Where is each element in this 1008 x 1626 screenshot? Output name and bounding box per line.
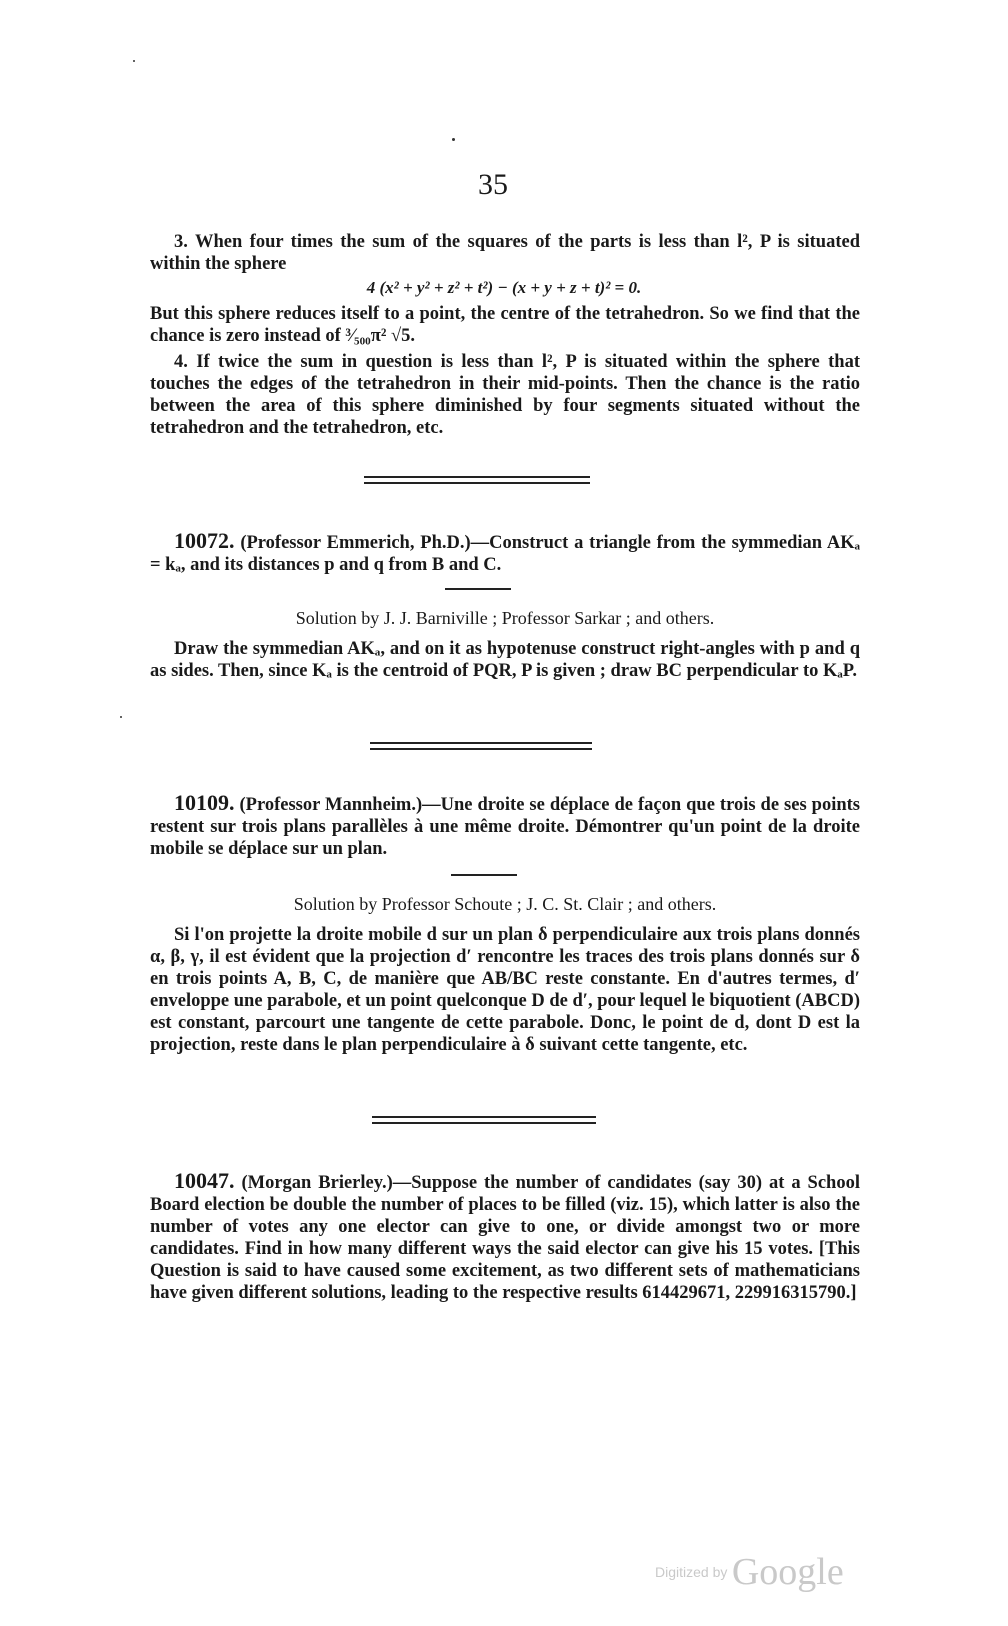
watermark-prefix: Digitized by xyxy=(655,1564,728,1580)
page-number: 35 xyxy=(478,168,508,201)
scan-dot xyxy=(120,716,122,718)
google-logo: Google xyxy=(731,1551,844,1593)
solution-credit: Solution by Professor Schoute ; J. C. St. Clair ; and others. xyxy=(293,894,717,914)
paragraph-3b: But this sphere reduces itself to a point, the centre of the tetrahedron. So we find that the chance is zero instead of ³⁄₅₀₀π² √5. xyxy=(150,304,860,346)
question-number: 10109. xyxy=(174,790,235,815)
solution-10109: Si l'on projette la droite mobile d sur un plan δ perpendiculaire aux trois plans donnés α, β, γ, il est évident que la projection d′ rencontre les traces des trois plans donnés sur δ en trois points A, B, C, de manière que AB/BC reste constante. En d'autres termes, d′ enveloppe une parabole, et un point quelconque D de d′, pour lequel le biquotient (ABCD) est constant, parcourt une tangente de cette parabole. Donc, le point de d, dont D est la projection, reste dans le plan perpendiculaire à δ suivant cette tangente, etc. xyxy=(150,925,861,1055)
scan-dot xyxy=(133,60,135,62)
solution-10072: Draw the symmedian AKₐ, and on it as hypotenuse construct right-angles with p and q as sides. Then, since Kₐ is the centroid of PQR, P is given ; draw BC perpendicular to KₐP. xyxy=(150,639,860,681)
question-text: (Professor Mannheim.)—Une droite se déplace de façon que trois de ses points restent sur trois plans parallèles à une même droite. Démontrer qu'un point de la droite mobile se déplace sur un plan. xyxy=(150,795,860,859)
question-number: 10072. xyxy=(174,528,235,553)
question-10047 xyxy=(150,1170,860,1304)
scan-dot xyxy=(452,138,455,141)
short-divider xyxy=(445,588,511,590)
solution-credit: Solution by J. J. Barniville ; Professor Sarkar ; and others. xyxy=(295,608,715,628)
section-divider xyxy=(370,742,592,750)
paragraph-4: 4. If twice the sum in question is less than l², P is situated within the sphere that touches the edges of the tetrahedron in their mid-points. Then the chance is the ratio between the area of this sphere diminished by four segments situated without the tetrahedron and the tetrahedron, etc. xyxy=(150,352,860,438)
question-number: 10047. xyxy=(174,1168,235,1193)
short-divider xyxy=(451,874,517,876)
section-divider xyxy=(364,476,590,484)
sphere-equation: 4 (x² + y² + z² + t²) − (x + y + z + t)² = 0. xyxy=(366,278,642,297)
question-10072 xyxy=(150,530,860,576)
digitized-by-google-watermark xyxy=(655,1550,844,1594)
paragraph-3: 3. When four times the sum of the squares of the parts is less than l², P is situated within the sphere xyxy=(150,232,860,274)
section-divider xyxy=(372,1116,596,1124)
question-10109 xyxy=(150,792,860,860)
question-text: (Morgan Brierley.)—Suppose the number of candidates (say 30) at a School Board election be double the number of places to be filled (viz. 15), which latter is also the number of votes any one elector can give to one, or divide amongst two or more candidates. Find in how many different ways the said elector can give his 15 votes. [This Question is said to have caused some excitement, as two different sets of mathematicians have given different solutions, leading to the respective results 614429671, 229916315790.] xyxy=(150,1173,860,1303)
question-text: (Professor Emmerich, Ph.D.)—Construct a triangle from the symmedian AKₐ = kₐ, and its distances p and q from B and C. xyxy=(150,533,861,575)
